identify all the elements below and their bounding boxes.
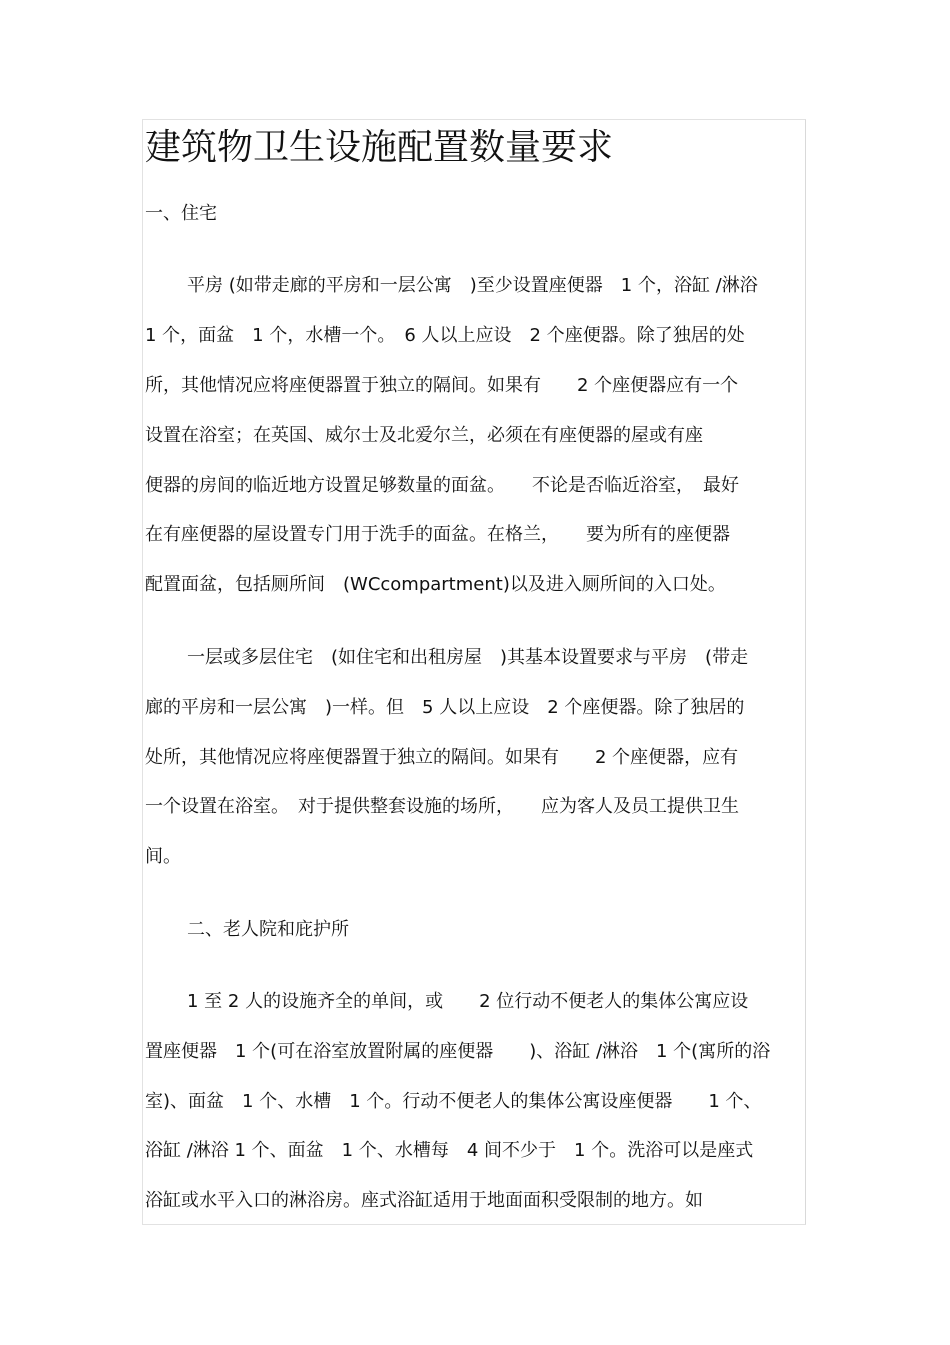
- paragraph-line: 便器的房间的临近地方设置足够数量的面盆。 不论是否临近浴室， 最好: [145, 475, 739, 496]
- paragraph-line: 间。: [145, 846, 181, 867]
- document-title: 建筑物卫生设施配置数量要求: [145, 127, 614, 168]
- paragraph-line: 设置在浴室；在英国、威尔士及北爱尔兰，必须在有座便器的屋或有座: [145, 425, 703, 446]
- paragraph-line: 处所，其他情况应将座便器置于独立的隔间。如果有 2 个座便器，应有: [145, 747, 739, 768]
- paragraph-line: 1 个，面盆 1 个，水槽一个。 6 人以上应设 2 个座便器。除了独居的处: [145, 325, 745, 346]
- paragraph-line: 置座便器 1 个(可在浴室放置附属的座便器 )、浴缸 /淋浴 1 个(寓所的浴: [145, 1041, 771, 1062]
- document-page: [142, 119, 806, 1225]
- paragraph-line: 一层或多层住宅 (如住宅和出租房屋 )其基本设置要求与平房 (带走: [187, 647, 749, 668]
- paragraph-line: 室)、面盆 1 个、水槽 1 个。行动不便老人的集体公寓设座便器 1 个、: [145, 1091, 762, 1112]
- paragraph-line: 浴缸或水平入口的淋浴房。座式浴缸适用于地面面积受限制的地方。如: [145, 1190, 703, 1211]
- heading-residential: 一、住宅: [145, 203, 217, 224]
- paragraph-line: 浴缸 /淋浴 1 个、面盆 1 个、水槽每 4 间不少于 1 个。洗浴可以是座式: [145, 1140, 754, 1161]
- paragraph-line: 廊的平房和一层公寓 )一样。但 5 人以上应设 2 个座便器。除了独居的: [145, 697, 745, 718]
- paragraph-line: 在有座便器的屋设置专门用于洗手的面盆。在格兰， 要为所有的座便器: [145, 524, 730, 545]
- paragraph-line: 1 至 2 人的设施齐全的单间，或 2 位行动不便老人的集体公寓应设: [187, 991, 749, 1012]
- paragraph-line: 一个设置在浴室。 对于提供整套设施的场所， 应为客人及员工提供卫生: [145, 796, 739, 817]
- paragraph-line: 平房 (如带走廊的平房和一层公寓 )至少设置座便器 1 个，浴缸 /淋浴: [187, 275, 758, 296]
- paragraph-line: 所，其他情况应将座便器置于独立的隔间。如果有 2 个座便器应有一个: [145, 375, 739, 396]
- heading-elderly-homes: 二、老人院和庇护所: [187, 919, 349, 940]
- paragraph-line: 配置面盆，包括厕所间 (WCcompartment)以及进入厕所间的入口处。: [145, 574, 726, 595]
